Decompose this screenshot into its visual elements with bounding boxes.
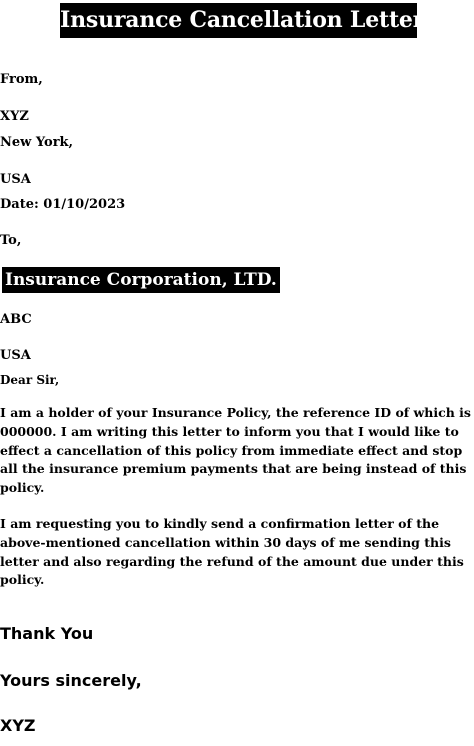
body-paragraph-2: I am requesting you to kindly send a confirmation letter of the above-mentioned cancellation within 30 days of me sending this letter and also regarding the refund of the amount due under this policy.	[0, 516, 464, 588]
to-label: To,	[0, 233, 22, 248]
body-paragraph-1: I am a holder of your Insurance Policy, the reference ID of which is 000000. I am writing this letter to inform you that I would like to effect a cancellation of this policy from immediate effect and stop all the insurance premium payments that are being instead of this policy.	[0, 405, 471, 496]
recipient-company: Insurance Corporation, LTD.	[2, 267, 280, 293]
closing-signoff: Yours sincerely,	[0, 671, 142, 690]
letter-date: Date: 01/10/2023	[0, 197, 126, 212]
recipient-address-line: ABC	[0, 312, 32, 327]
from-label: From,	[0, 72, 43, 87]
sender-name: XYZ	[0, 109, 29, 124]
signature-name: XYZ	[0, 716, 36, 735]
closing-thanks: Thank You	[0, 624, 94, 643]
sender-city: New York,	[0, 135, 74, 150]
sender-country: USA	[0, 172, 31, 187]
recipient-country: USA	[0, 348, 31, 363]
letter-title: Insurance Cancellation Letter	[60, 3, 417, 38]
salutation: Dear Sir,	[0, 373, 60, 387]
